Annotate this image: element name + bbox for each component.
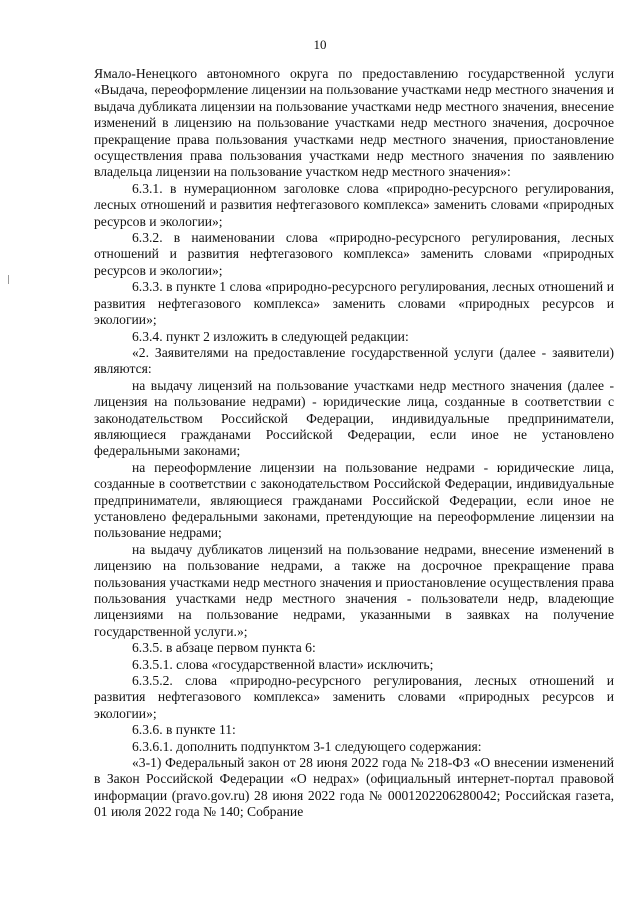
paragraph-6-3-5: 6.3.5. в абзаце первом пункта 6:: [132, 640, 316, 656]
paragraph-6-3-2: 6.3.2. в наименовании слова «природно-ресурсного регулирования, лесных отношений и развития нефтегазового комплекса» заменить словами «природных ресурсов и экологии»;: [94, 230, 614, 278]
paragraph-license-duplicates: на выдачу дубликатов лицензий на пользование недрами, внесение изменений в лицензию на пользование недрами, а также на досрочное прекращение права пользования участками недр местного значения и приостановление осуществления права пользования участками недр местного значения - пользователи недр, владеющие лицензиями на пользование недрами, указанными в заявках на получение государственной услуги.»;: [94, 541, 614, 639]
paragraph-6-3-4: 6.3.4. пункт 2 изложить в следующей редакции:: [132, 328, 409, 344]
document-body: [94, 66, 614, 821]
margin-mark: [8, 275, 9, 284]
paragraph-license-reissue: на переоформление лицензии на пользование недрами - юридические лица, созданные в соответствии с законодательством Российской Федерации, индивидуальные предприниматели, являющиеся гражданами Российской Федерации, если иное не установлено федеральными законами, претендующие на переоформление лицензии на пользование недрами;: [94, 459, 614, 541]
paragraph-6-3-1: 6.3.1. в нумерационном заголовке слова «природно-ресурсного регулирования, лесных отношений и развития нефтегазового комплекса» заменить словами «природных ресурсов и экологии»;: [94, 180, 614, 229]
paragraph-item-3-1: «3-1) Федеральный закон от 28 июня 2022 года № 218-ФЗ «О внесении изменений в Закон Российской Федерации «О недрах» (официальный интернет-портал правовой информации (pravo.gov.ru) 28 июня 2022 года № 0001202206280042; Российская газета, 01 июля 2022 года № 140; Собрание: [94, 755, 614, 820]
paragraph-license-issue: на выдачу лицензий на пользование участками недр местного значения (далее - лицензия на пользование недрами) - юридические лица, созданные в соответствии с законодательством Российской Федерации, индивидуальные предприниматели, являющиеся гражданами Российской Федерации, если иное не установлено федеральными законами;: [94, 377, 614, 459]
paragraph-6-3-5-1: 6.3.5.1. слова «государственной власти» исключить;: [132, 656, 434, 672]
paragraph-6-3-5-2: 6.3.5.2. слова «природно-ресурсного регулирования, лесных отношений и развития нефтегазового комплекса» заменить словами «природных ресурсов и экологии»;: [94, 673, 614, 721]
paragraph-6-3-6: 6.3.6. в пункте 11:: [132, 722, 236, 738]
paragraph-intro: Ямало-Ненецкого автономного округа по предоставлению государственной услуги «Выдача, переоформление лицензии на пользование участками недр местного значения и выдача дубликата лицензии на пользование участками недр местного значения, внесение изменений в лицензию на пользование участками недр местного значения, досрочное прекращение права пользования участками недр местного значения, приостановление осуществления права пользования участками недр местного значения по заявлению владельца лицензии на пользование участком недр местного значения»:: [94, 66, 615, 180]
paragraph-item-2: «2. Заявителями на предоставление государственной услуги (далее - заявители) являются:: [94, 344, 614, 377]
page-number: 10: [313, 37, 327, 52]
paragraph-6-3-6-1: 6.3.6.1. дополнить подпунктом 3-1 следующего содержания:: [132, 738, 482, 754]
paragraph-6-3-3: 6.3.3. в пункте 1 слова «природно-ресурсного регулирования, лесных отношений и развития нефтегазового комплекса» заменить словами «природных ресурсов и экологии»;: [94, 279, 614, 328]
